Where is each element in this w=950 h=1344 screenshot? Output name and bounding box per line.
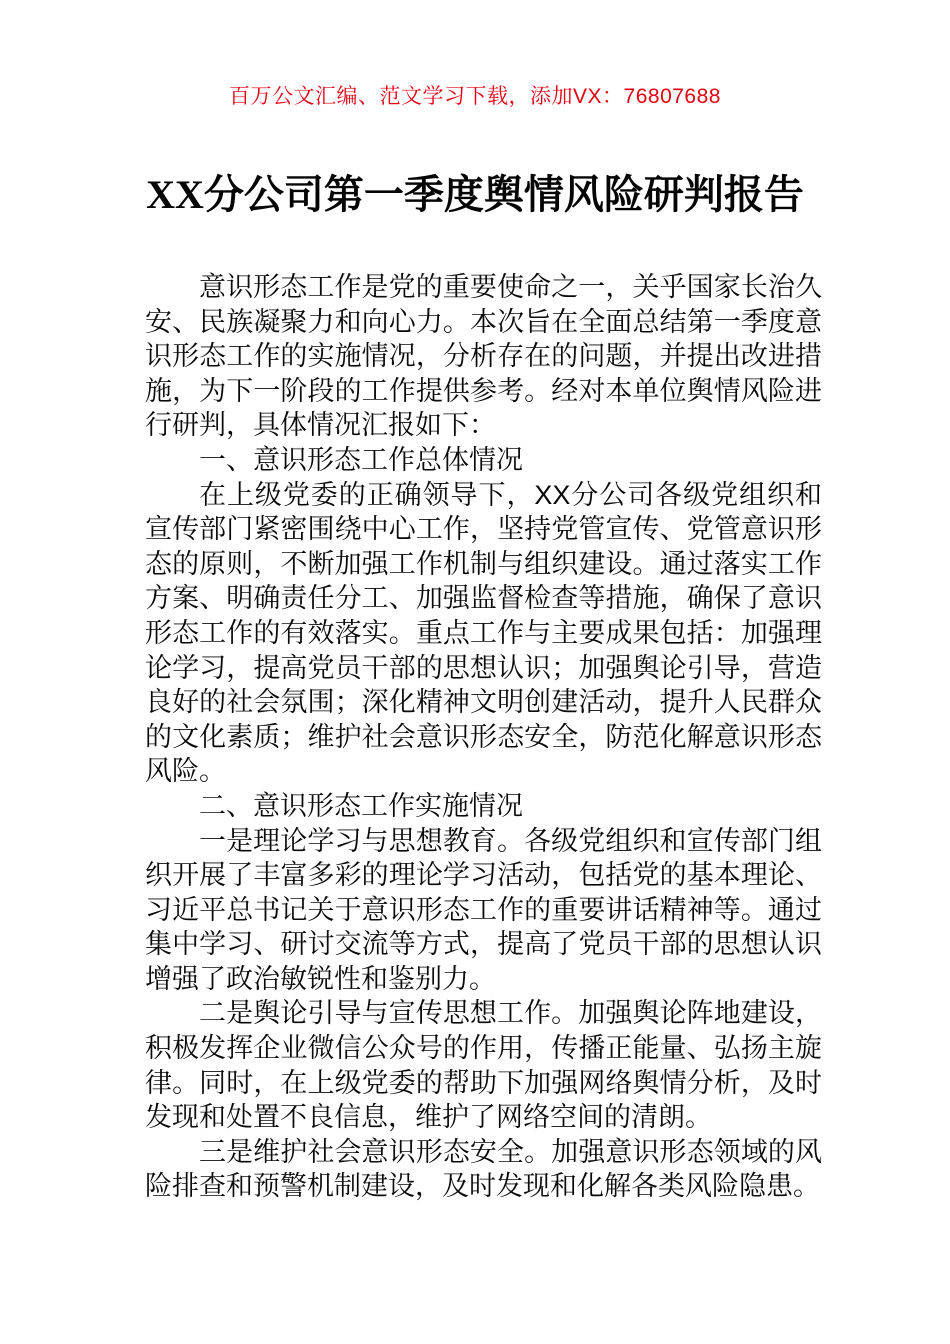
section-heading-implementation: 二、意识形态工作实施情况	[199, 790, 523, 821]
paragraph-intro: 意识形态工作是党的重要使命之一，关乎国家长治久安、民族凝聚力和向心力。本次旨在全面总结第一季度意识形态工作的实施情况，分析存在的问题，并提出改进措施，为下一阶段的工作提供参考。经对本单位舆情风险进行研判，具体情况汇报如下：	[145, 272, 822, 441]
document-title: XX分公司第一季度舆情风险研判报告	[146, 172, 804, 217]
document-body	[145, 270, 822, 1204]
paragraph-public-opinion-guidance: 二是舆论引导与宣传思想工作。加强舆论阵地建设，积极发挥企业微信公众号的作用，传播正能量、弘扬主旋律。同时，在上级党委的帮助下加强网络舆情分析，及时发现和处置不良信息，维护了网络空间的清朗。	[145, 998, 822, 1133]
paragraph-ideology-security: 三是维护社会意识形态安全。加强意识形态领域的风险排查和预警机制建设，及时发现和化解各类风险隐患。	[145, 1136, 822, 1202]
promo-banner-text: 百万公文汇编、范文学习下载，添加VX：76807688	[229, 85, 721, 108]
paragraph-theory-study: 一是理论学习与思想教育。各级党组织和宣传部门组织开展了丰富多彩的理论学习活动，包括党的基本理论、习近平总书记关于意识形态工作的重要讲话精神等。通过集中学习、研讨交流等方式，提高了党员干部的思想认识增强了政治敏锐性和鉴别力。	[145, 825, 822, 994]
paragraph-overall-situation: 在上级党委的正确领导下，XX分公司各级党组织和宣传部门紧密围绕中心工作，坚持党管宣传、党管意识形态的原则，不断加强工作机制与组织建设。通过落实工作方案、明确责任分工、加强监督检查等措施，确保了意识形态工作的有效落实。重点工作与主要成果包括：加强理论学习，提高党员干部的思想认识；加强舆论引导，营造良好的社会氛围；深化精神文明创建活动，提升人民群众的文化素质；维护社会意识形态安全，防范化解意识形态风险。	[145, 479, 822, 787]
section-heading-overall-situation: 一、意识形态工作总体情况	[199, 444, 523, 475]
